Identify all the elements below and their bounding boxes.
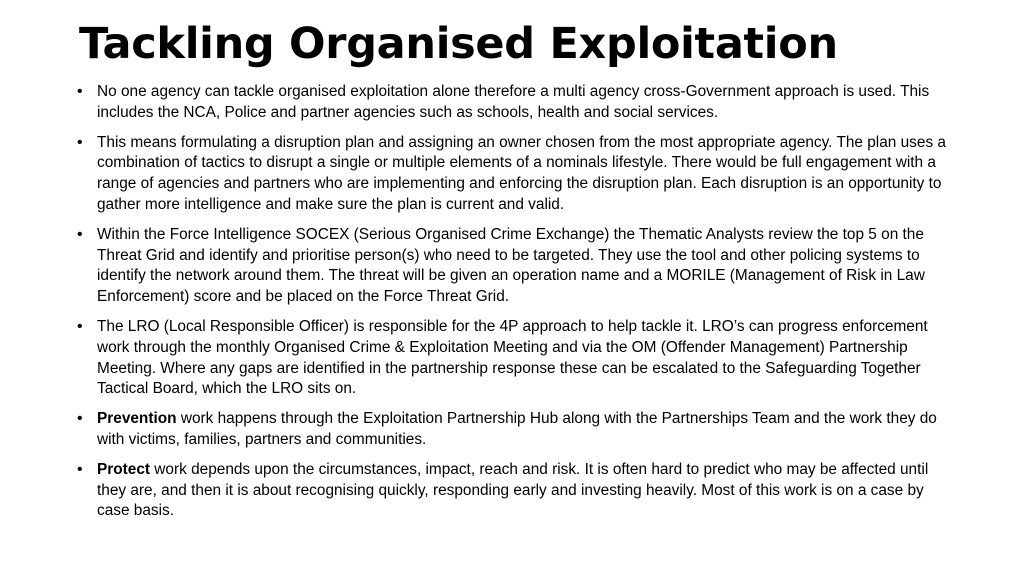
bullet-item xyxy=(97,460,947,522)
bullet-text: work happens through the Exploitation Partnership Hub along with the Partnerships Team and the work they do with victims, families, partners and communities. xyxy=(97,410,937,448)
bullet-lead: Prevention xyxy=(97,410,177,428)
bullet-item xyxy=(97,133,947,216)
bullet-text: This means formulating a disruption plan and assigning an owner chosen from the most appropriate agency. The plan uses a combination of tactics to disrupt a single or multiple elements of a nominals lifestyle. There would be full engagement with a range of agencies and partners who are implementing and enforcing the disruption plan. Each disruption is an opportunity to gather more intelligence and make sure the plan is current and valid. xyxy=(97,133,946,213)
bullet-list xyxy=(97,82,947,531)
bullet-text: work depends upon the circumstances, impact, reach and risk. It is often hard to predict who may be affected until they are, and then it is about recognising quickly, responding early and investing heavily. Most of this work is on a case by case basis. xyxy=(97,460,929,520)
bullet-text: No one agency can tackle organised exploitation alone therefore a multi agency cross-Government approach is used. This includes the NCA, Police and partner agencies such as schools, health and social services. xyxy=(97,83,930,121)
bullet-item xyxy=(97,317,947,400)
slide-title: Tackling Organised Exploitation xyxy=(79,19,838,69)
bullet-text: The LRO (Local Responsible Officer) is responsible for the 4P approach to help tackle it. LRO’s can progress enforcement work through the monthly Organised Crime & Exploitation Meeting and via the OM (Offender Management) Partnership Meeting. Where any gaps are identified in the partnership response these can be escalated to the Safeguarding Together Tactical Board, which the LRO sits on. xyxy=(97,317,928,398)
bullet-item xyxy=(97,409,947,451)
bullet-text: Within the Force Intelligence SOCEX (Serious Organised Crime Exchange) the Thematic Analysts review the top 5 on the Threat Grid and identify and prioritise person(s) who need to be targeted. They use the tool and other policing systems to identify the network around them. The threat will be given an operation name and a MORILE (Management of Risk in Law Enforcement) score and be placed on the Force Threat Grid. xyxy=(97,225,925,306)
bullet-item xyxy=(97,225,947,308)
bullet-lead: Protect xyxy=(97,460,151,478)
bullet-item xyxy=(97,82,947,124)
